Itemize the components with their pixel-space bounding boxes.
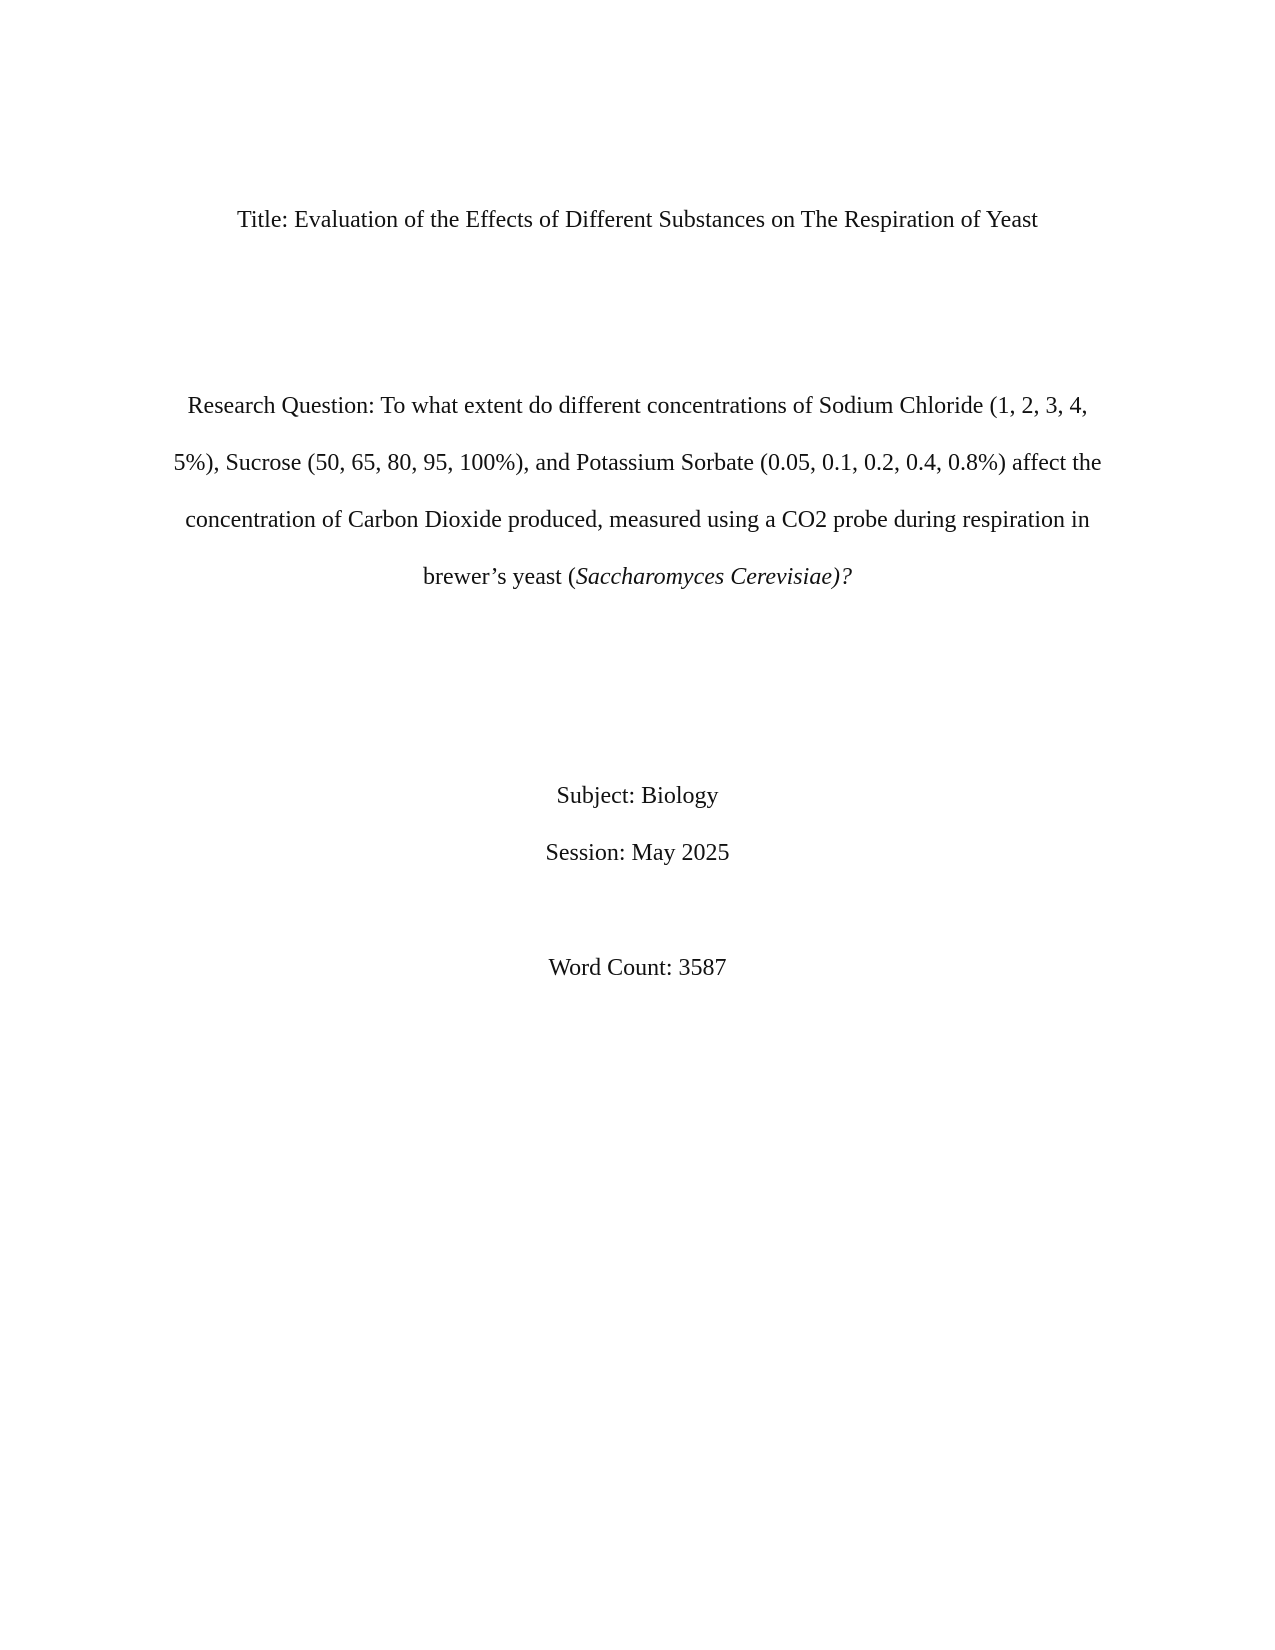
research-question-line-2: 5%), Sucrose (50, 65, 80, 95, 100%), and Potassium Sorbate (0.05, 0.1, 0.2, 0.4, 0.8%) affect the	[173, 450, 1102, 476]
document-title: Title: Evaluation of the Effects of Different Substances on The Respiration of Yeast	[237, 207, 1038, 233]
subject-line: Subject: Biology	[556, 783, 719, 809]
research-question-line-1: Research Question: To what extent do different concentrations of Sodium Chloride (1, 2, 3, 4,	[187, 393, 1088, 419]
research-question-line-4	[145, 549, 1130, 606]
species-name: Saccharomyces Cerevisiae)?	[575, 564, 852, 590]
session-line: Session: May 2025	[545, 840, 730, 866]
word-count-line: Word Count: 3587	[548, 955, 727, 981]
research-question-line-3: concentration of Carbon Dioxide produced, measured using a CO2 probe during respiration in	[185, 507, 1090, 533]
research-question	[145, 378, 1130, 606]
research-question-line-4-prefix: brewer’s yeast (	[423, 564, 576, 590]
